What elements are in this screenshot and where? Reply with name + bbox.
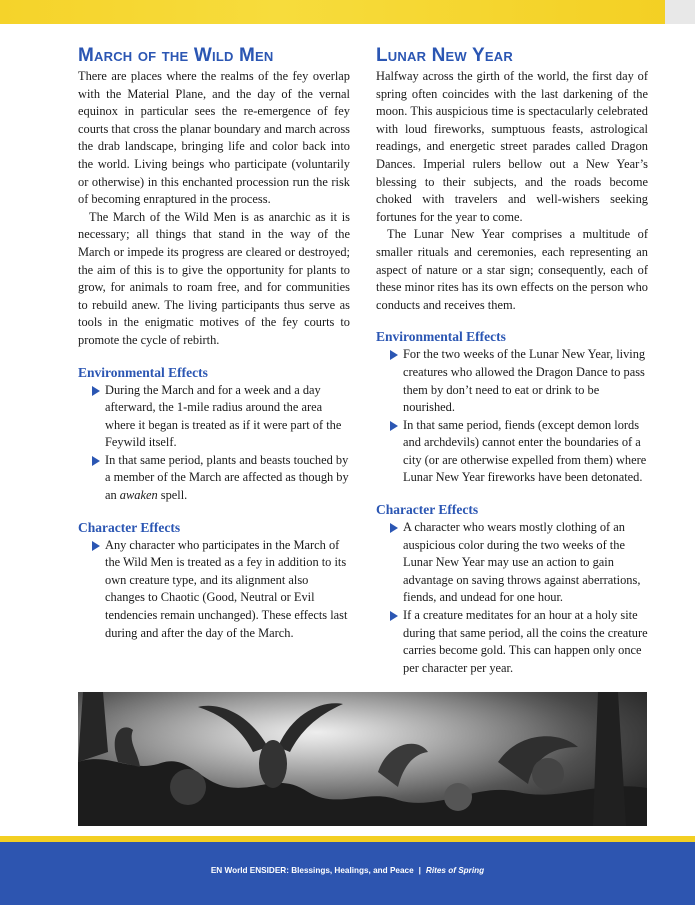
list-item xyxy=(92,537,350,643)
list-item xyxy=(390,346,648,416)
list-item-text: During the March and for a week and a day afterward, the 1-mile radius around the area where it began is treated as if it were part of the Feywild itself. xyxy=(105,382,342,450)
right-column xyxy=(376,44,648,677)
triangle-bullet-icon xyxy=(390,350,398,360)
list-item-text: In that same period, plants and beasts touched by a member of the March are affected as though by an xyxy=(105,452,349,503)
list-item-text: For the two weeks of the Lunar New Year, living creatures who allowed the Dragon Dance to pass them by don’t need to eat or drink to be nourished. xyxy=(403,347,646,415)
bullet-list xyxy=(376,519,648,677)
triangle-bullet-icon xyxy=(390,421,398,431)
footer-article-title: Rites of Spring xyxy=(425,866,485,875)
body-paragraph: Halfway across the girth of the world, the first day of spring often coincides with the last darkening of the moon. This auspicious time is spectacularly celebrated with loud fireworks, sumptuous feasts, astrological readings, and energetic street parades called Dragon Dances. Imperial rulers bellow out a New Year’s blessing to their subjects, and the roads become choked with travelers and well-wishers seeking fortunes for the year to come. xyxy=(376,69,648,224)
triangle-bullet-icon xyxy=(92,541,100,551)
left-column xyxy=(78,44,350,642)
list-item-text: A character who wears mostly clothing of an auspicious color during the two weeks of the Lunar New Year may use an action to gain advantage on saving throws against aberrations, fiends, and undead for one hour. xyxy=(403,520,641,605)
section-title-lunar-new-year: Lunar New Year xyxy=(376,45,513,66)
section-title-march: March of the Wild Men xyxy=(78,45,274,66)
list-item-text: Any character who participates in the March of the Wild Men is treated as a fey in addition to its own creature type, and its alignment also changes to Chaotic (Good, Neutral or Evil tendencies remain unchanged). These effects last during and after the day of the March. xyxy=(105,537,348,640)
list-item-text: In that same period, fiends (except demon lords and archdevils) cannot enter the boundaries of a city (or are otherwise expelled from them) where Lunar New Year fireworks have been detonated. xyxy=(403,417,647,485)
list-item xyxy=(390,519,648,607)
list-item xyxy=(92,452,350,505)
bullet-list xyxy=(78,537,350,643)
body-paragraph: There are places where the realms of the fey overlap with the Material Plane, and the day of the vernal equinox in particular sees the re-emergence of fey courts that cross the planar boundary and march across the drab landscape, bringing life and color back into the world. Living beings who participate (voluntarily or otherwise) in this enchanted procession run the risk of becoming enraptured in the process. xyxy=(78,69,350,207)
illustration-svg xyxy=(78,692,647,826)
wild-men-procession-illustration xyxy=(78,692,647,826)
list-item xyxy=(390,417,648,487)
body-paragraph: The Lunar New Year comprises a multitude of smaller rituals and ceremonies, each representing an aspect of nature or a star sign; consequently, each of these minor rites has its own effects on the person who conducts and receives them. xyxy=(376,227,648,312)
triangle-bullet-icon xyxy=(92,456,100,466)
list-item xyxy=(390,607,648,677)
list-item xyxy=(92,382,350,452)
footer-publication: EN World ENSIDER: Blessings, Healings, and Peace xyxy=(210,866,414,875)
spell-name: awaken xyxy=(119,488,158,503)
list-item-text: spell. xyxy=(157,488,188,503)
triangle-bullet-icon xyxy=(390,611,398,621)
subheading-environmental-effects: Environmental Effects xyxy=(78,364,208,380)
subheading-character-effects: Character Effects xyxy=(78,519,181,535)
page-footer xyxy=(0,842,695,905)
triangle-bullet-icon xyxy=(390,523,398,533)
bullet-list xyxy=(78,382,350,505)
footer-text xyxy=(0,866,695,875)
top-yellow-stripe xyxy=(0,0,695,24)
list-item-text: If a creature meditates for an hour at a holy site during that same period, all the coins the creature carries become gold. This can happen only once per character per year. xyxy=(403,608,648,675)
body-paragraph: The March of the Wild Men is as anarchic as it is necessary; all things that stand in the way of the March or impede its progress are cleared or destroyed; the aim of this is to give the opportunity for plants to grow, for animals to roam free, and for communities to rebuild anew. The living participants thus serve as tools in the enigmatic motives of the fey courts to promote the cycle of rebirth. xyxy=(78,209,350,347)
subheading-character-effects: Character Effects xyxy=(376,502,479,518)
subheading-environmental-effects: Environmental Effects xyxy=(376,329,506,345)
footer-separator: | xyxy=(418,866,421,875)
bullet-list xyxy=(376,346,648,487)
triangle-bullet-icon xyxy=(92,386,100,396)
